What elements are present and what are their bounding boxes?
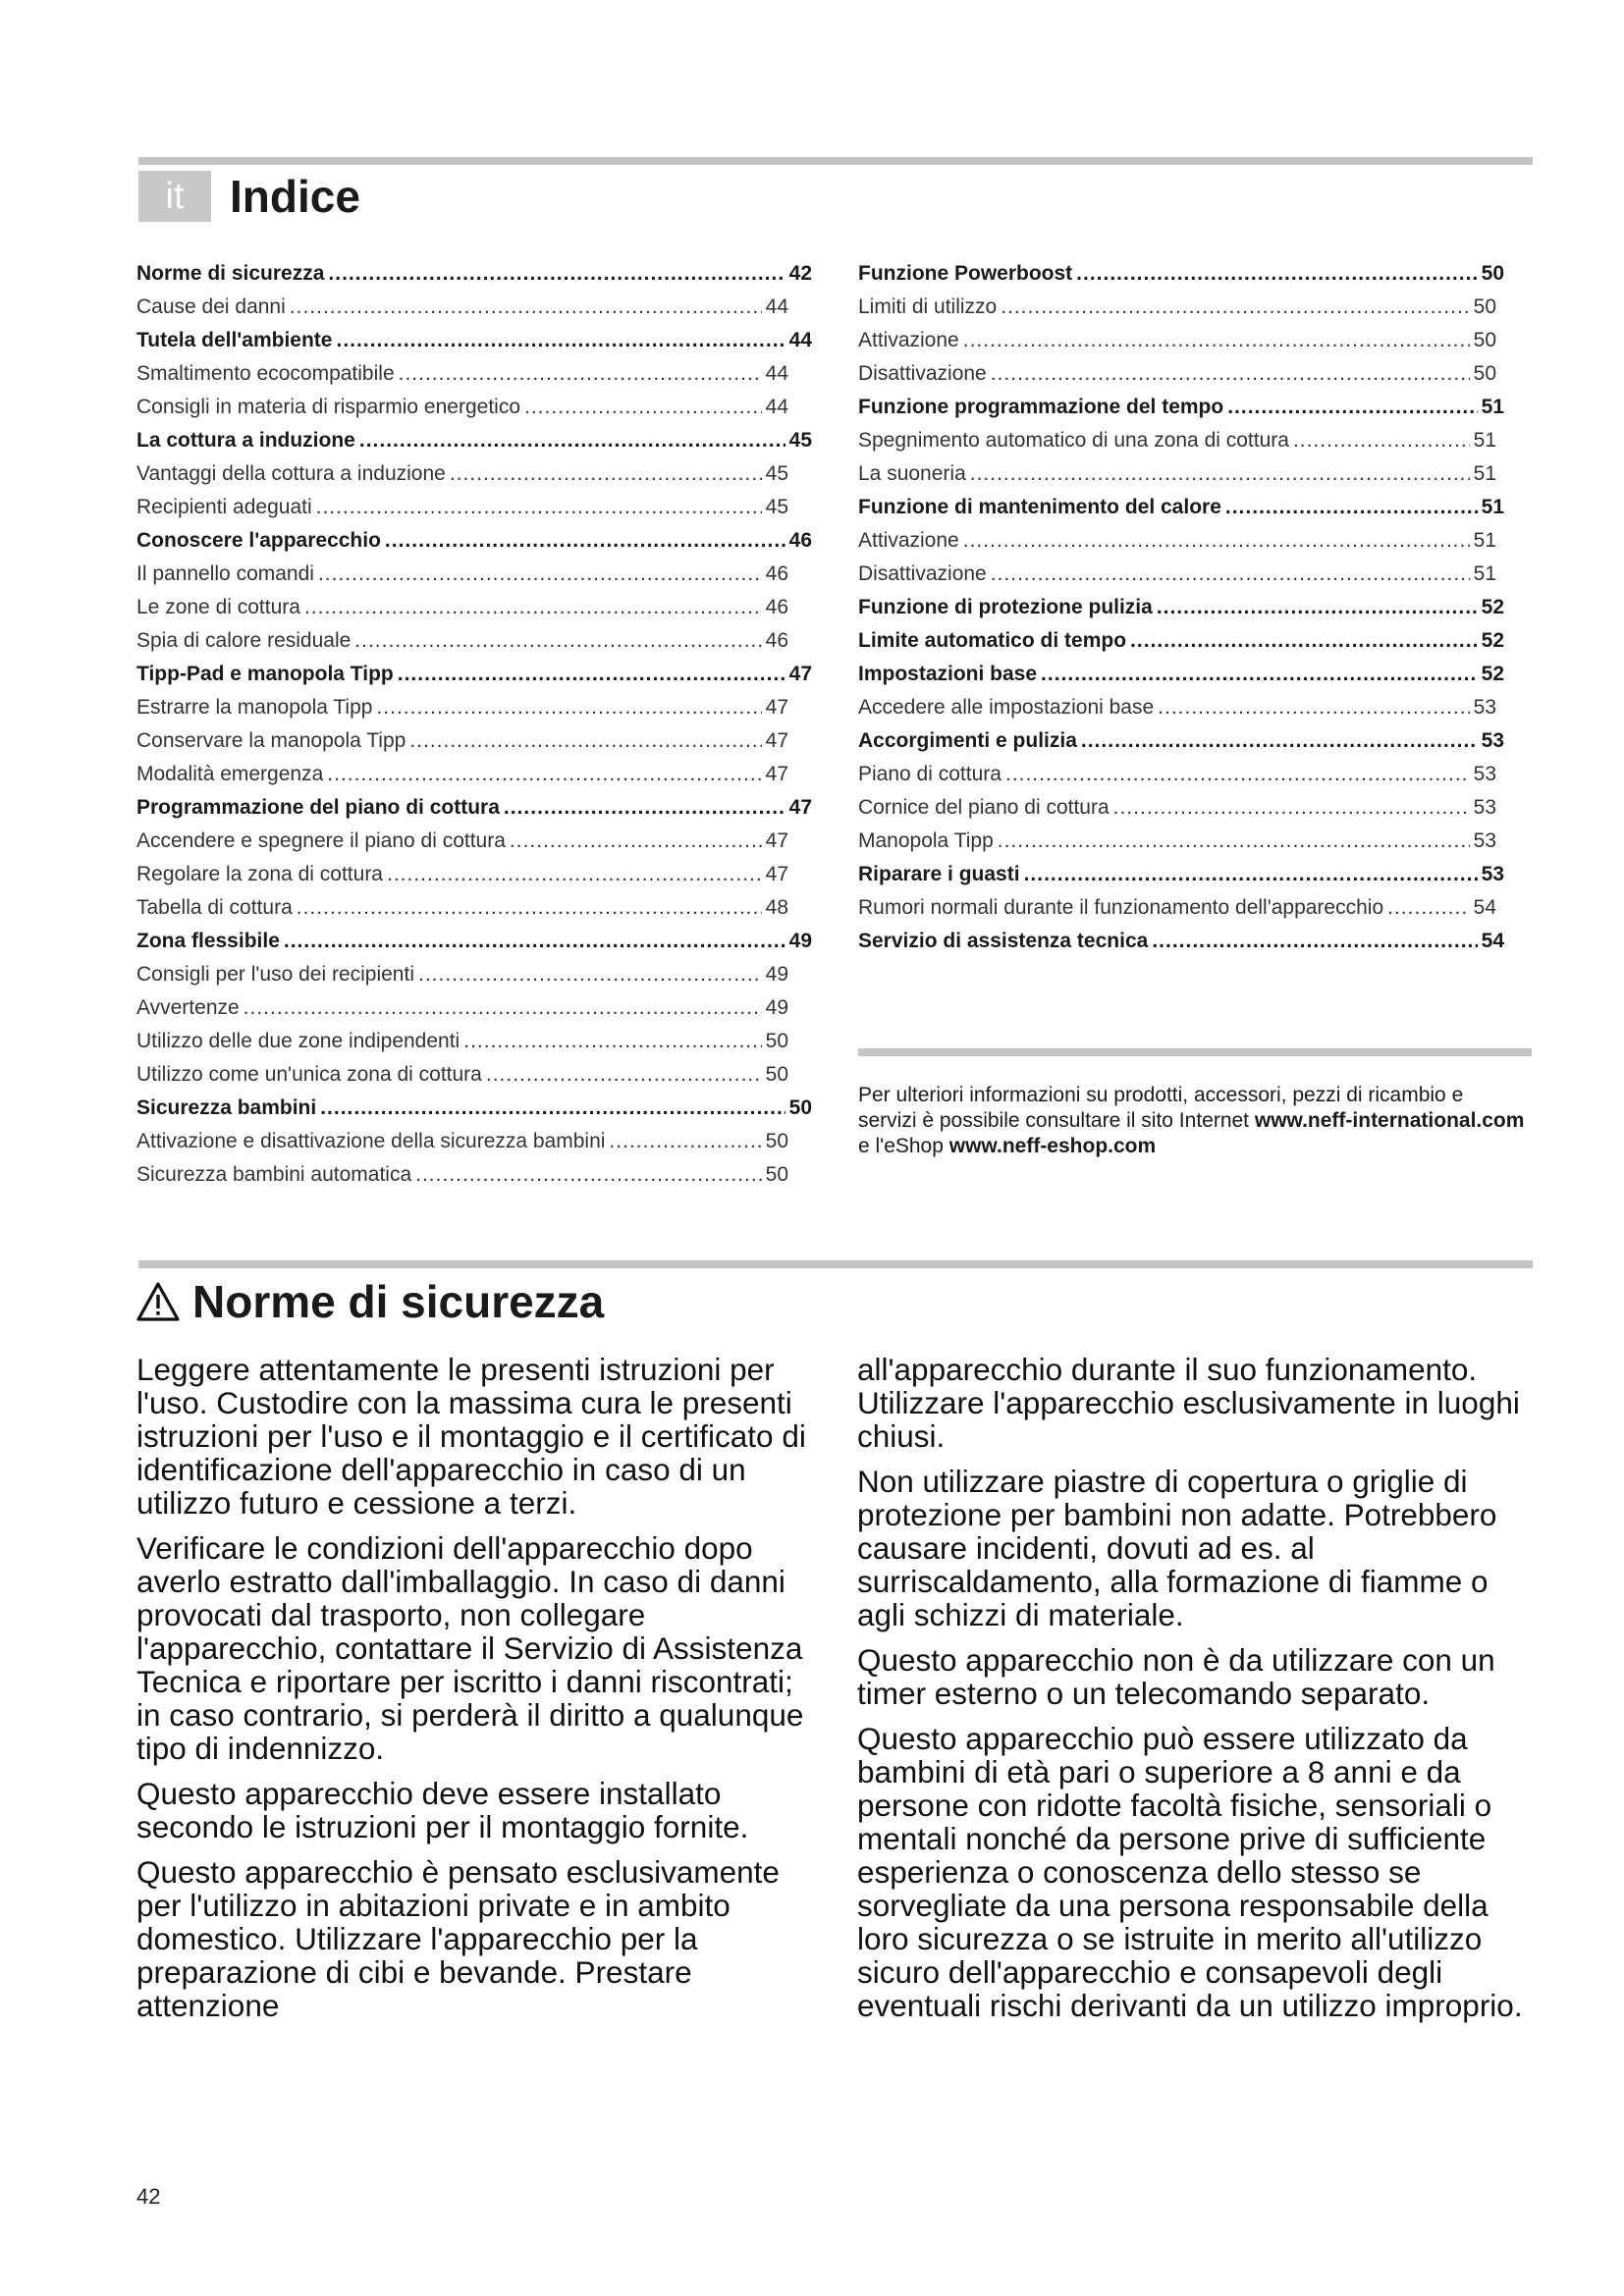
section-heading <box>135 1272 604 1331</box>
toc-entry-page: 50 <box>1473 362 1496 385</box>
toc-entry-label: Spia di calore residuale <box>136 629 352 652</box>
toc-entry[interactable] <box>136 491 812 524</box>
toc-entry[interactable] <box>136 324 812 357</box>
toc-entry[interactable] <box>136 357 812 391</box>
toc-entry-label: Impostazioni base <box>858 663 1038 685</box>
toc-entry-page: 44 <box>765 362 788 385</box>
toc-entry[interactable] <box>858 291 1543 324</box>
toc-entry-label: Funzione di protezione pulizia <box>858 596 1153 618</box>
info-top-rule <box>858 1048 1532 1056</box>
toc-leader-dots <box>409 724 761 758</box>
toc-entry-label: Piano di cottura <box>858 763 1001 785</box>
info-text: Per ulteriori informazioni su prodotti, accessori, pezzi di ricambio e servizi è possibile consultare il sito Internet <box>858 1084 1464 1132</box>
toc-leader-dots <box>318 558 762 591</box>
toc-entry-label: Consigli per l'uso dei recipienti <box>136 963 414 986</box>
toc-entry[interactable] <box>136 658 812 691</box>
toc-entry[interactable] <box>858 925 1543 958</box>
safety-paragraph: all'apparecchio durante il suo funzionamento. Utilizzare l'apparecchio esclusivamente in luoghi chiusi. <box>857 1352 1520 1454</box>
toc-leader-dots <box>328 257 785 291</box>
toc-entry[interactable] <box>136 1125 812 1158</box>
toc-entry[interactable] <box>136 1025 812 1058</box>
toc-entry-label: Funzione programmazione del tempo <box>858 396 1224 418</box>
toc-entry-page: 53 <box>1481 863 1504 885</box>
toc-entry[interactable] <box>858 791 1543 825</box>
toc-entry-label: Utilizzo come un'unica zona di cottura <box>136 1063 482 1086</box>
toc-leader-dots <box>1001 291 1469 324</box>
toc-entry-page: 46 <box>765 596 788 618</box>
toc-entry-page: 46 <box>788 529 812 552</box>
toc-leader-dots <box>398 658 785 691</box>
toc-entry-label: Limite automatico di tempo <box>858 629 1127 652</box>
info-note <box>858 1083 1526 1159</box>
toc-entry-label: Conservare la manopola Tipp <box>136 729 406 752</box>
toc-entry[interactable] <box>136 1092 812 1125</box>
toc-entry[interactable] <box>858 357 1543 391</box>
toc-entry[interactable] <box>858 257 1543 291</box>
toc-entry-label: Il pannello comandi <box>136 562 314 585</box>
toc-entry-page: 50 <box>765 1063 788 1086</box>
toc-entry-page: 44 <box>765 396 788 418</box>
toc-entry[interactable] <box>136 424 812 457</box>
toc-entry[interactable] <box>858 724 1543 758</box>
toc-entry[interactable] <box>858 624 1543 658</box>
toc-entry[interactable] <box>136 891 812 925</box>
toc-entry[interactable] <box>858 825 1543 858</box>
toc-entry-page: 53 <box>1481 729 1504 752</box>
toc-entry[interactable] <box>858 558 1543 591</box>
toc-leader-dots <box>1081 724 1478 758</box>
toc-entry-label: Tabella di cottura <box>136 896 293 919</box>
safety-paragraph: Questo apparecchio è pensato esclusivamente per l'utilizzo in abitazioni private e in ambito domestico. Utilizzare l'apparecchio per la preparazione di cibi e bevande. Prestare attenzione <box>136 1854 780 2023</box>
toc-leader-dots <box>336 324 785 357</box>
toc-entry-label: Modalità emergenza <box>136 763 324 785</box>
toc-entry-label: Funzione di mantenimento del calore <box>858 496 1221 518</box>
safety-paragraph: Questo apparecchio deve essere installato secondo le istruzioni per il montaggio fornite. <box>136 1776 749 1844</box>
toc-entry[interactable] <box>136 991 812 1025</box>
toc-entry-label: La suoneria <box>858 462 966 485</box>
toc-right-column <box>858 257 1543 958</box>
toc-entry-page: 50 <box>765 1163 788 1186</box>
toc-entry-page: 47 <box>765 729 788 752</box>
toc-entry-page: 50 <box>765 1030 788 1052</box>
toc-entry-page: 49 <box>765 963 788 986</box>
toc-entry-label: Conoscere l'apparecchio <box>136 529 381 552</box>
toc-leader-dots <box>1130 624 1478 658</box>
toc-entry-label: Accendere e spegnere il piano di cottura <box>136 829 506 852</box>
safety-paragraph: Verificare le condizioni dell'apparecchio dopo averlo estratto dall'imballaggio. In caso di danni provocati dal trasporto, non collegare l'apparecchio, contattare il Servizio di Assistenza Tecnica e riportare per iscritto i danni riscontrati; in caso contrario, si perderà il diritto a qualunque tipo di indennizzo. <box>136 1530 804 1766</box>
toc-entry-page: 53 <box>1473 796 1496 819</box>
toc-entry-page: 44 <box>788 329 812 351</box>
toc-entry-label: Riparare i guasti <box>858 863 1020 885</box>
toc-entry[interactable] <box>136 558 812 591</box>
toc-entry[interactable] <box>136 758 812 791</box>
toc-leader-dots <box>284 925 785 958</box>
toc-entry-label: Funzione Powerboost <box>858 262 1073 285</box>
toc-entry-page: 54 <box>1481 930 1504 952</box>
toc-leader-dots <box>1227 391 1477 424</box>
toc-entry-label: Spegnimento automatico di una zona di cottura <box>858 429 1289 452</box>
safety-left-column <box>136 1353 814 2034</box>
toc-leader-dots <box>415 1158 762 1192</box>
toc-leader-dots <box>963 324 1470 357</box>
toc-entry-page: 49 <box>788 930 812 952</box>
toc-entry-label: Tutela dell'ambiente <box>136 329 333 351</box>
toc-entry[interactable] <box>858 524 1543 558</box>
toc-left-column <box>136 257 812 1192</box>
toc-entry-label: Smaltimento ecocompatibile <box>136 362 395 385</box>
toc-entry-page: 47 <box>788 796 812 819</box>
toc-entry-label: Recipienti adeguati <box>136 496 312 518</box>
toc-leader-dots <box>970 457 1470 491</box>
toc-entry[interactable] <box>858 491 1543 524</box>
toc-entry[interactable] <box>858 324 1543 357</box>
toc-entry[interactable] <box>136 624 812 658</box>
toc-entry-page: 45 <box>765 496 788 518</box>
toc-entry-label: Sicurezza bambini automatica <box>136 1163 412 1186</box>
toc-entry-page: 44 <box>765 295 788 318</box>
toc-entry-label: Avvertenze <box>136 996 240 1019</box>
toc-entry-label: Sicurezza bambini <box>136 1096 317 1119</box>
toc-leader-dots <box>450 457 762 491</box>
toc-entry-page: 50 <box>1473 329 1496 351</box>
toc-entry-label: Rumori normali durante il funzionamento dell'apparecchio <box>858 896 1384 919</box>
toc-leader-dots <box>463 1025 761 1058</box>
toc-entry-page: 53 <box>1473 763 1496 785</box>
toc-entry[interactable] <box>858 457 1543 491</box>
toc-entry-page: 42 <box>788 262 812 285</box>
toc-entry-label: Le zone di cottura <box>136 596 300 618</box>
toc-entry-label: Manopola Tipp <box>858 829 994 852</box>
toc-entry-label: Consigli in materia di risparmio energetico <box>136 396 521 418</box>
toc-entry-page: 54 <box>1473 896 1496 919</box>
toc-leader-dots <box>510 825 762 858</box>
toc-entry[interactable] <box>858 858 1543 891</box>
toc-entry-page: 51 <box>1473 429 1496 452</box>
toc-leader-dots <box>399 357 762 391</box>
toc-leader-dots <box>991 357 1470 391</box>
toc-entry[interactable] <box>858 758 1543 791</box>
toc-leader-dots <box>1225 491 1478 524</box>
toc-leader-dots <box>1157 591 1478 624</box>
info-connector: e l'eShop <box>858 1135 944 1157</box>
toc-entry-page: 48 <box>765 896 788 919</box>
section-top-rule <box>138 1260 1533 1268</box>
toc-entry-page: 51 <box>1473 462 1496 485</box>
toc-entry[interactable] <box>136 457 812 491</box>
toc-leader-dots <box>297 891 762 925</box>
toc-entry[interactable] <box>136 524 812 558</box>
toc-entry-page: 51 <box>1481 396 1504 418</box>
toc-entry-page: 52 <box>1481 596 1504 618</box>
toc-leader-dots <box>998 825 1470 858</box>
toc-entry[interactable] <box>858 591 1543 624</box>
toc-leader-dots <box>316 491 762 524</box>
toc-entry-label: Regolare la zona di cottura <box>136 863 383 885</box>
toc-leader-dots <box>1041 658 1478 691</box>
toc-entry[interactable] <box>858 391 1543 424</box>
toc-entry[interactable] <box>136 391 812 424</box>
toc-entry-page: 47 <box>765 829 788 852</box>
toc-entry-label: Programmazione del piano di cottura <box>136 796 500 819</box>
toc-entry-page: 46 <box>765 562 788 585</box>
toc-entry[interactable] <box>858 424 1543 457</box>
toc-entry-label: Vantaggi della cottura a induzione <box>136 462 446 485</box>
toc-leader-dots <box>963 524 1470 558</box>
toc-entry[interactable] <box>136 791 812 825</box>
website-link[interactable]: www.neff-international.com <box>1254 1109 1525 1132</box>
toc-leader-dots <box>1076 257 1477 291</box>
toc-entry-page: 50 <box>1473 295 1496 318</box>
toc-leader-dots <box>327 758 761 791</box>
toc-entry-page: 47 <box>788 663 812 685</box>
toc-entry[interactable] <box>858 691 1543 724</box>
toc-leader-dots <box>1158 691 1469 724</box>
warning-triangle-icon <box>135 1281 181 1322</box>
toc-entry-label: Limiti di utilizzo <box>858 295 998 318</box>
toc-entry-label: Accedere alle impostazioni base <box>858 696 1155 719</box>
toc-entry[interactable] <box>136 257 812 291</box>
toc-leader-dots <box>320 1092 785 1125</box>
toc-leader-dots <box>524 391 762 424</box>
toc-entry-label: Zona flessibile <box>136 930 280 952</box>
toc-entry[interactable] <box>136 691 812 724</box>
toc-entry-page: 51 <box>1473 562 1496 585</box>
toc-entry[interactable] <box>136 858 812 891</box>
toc-leader-dots <box>244 991 762 1025</box>
toc-leader-dots <box>1005 758 1470 791</box>
toc-entry-page: 53 <box>1473 829 1496 852</box>
toc-entry-page: 47 <box>765 696 788 719</box>
toc-leader-dots <box>290 291 762 324</box>
toc-leader-dots <box>486 1058 762 1092</box>
toc-entry-label: Cornice del piano di cottura <box>858 796 1110 819</box>
toc-entry-label: Norme di sicurezza <box>136 262 325 285</box>
toc-entry-page: 52 <box>1481 629 1504 652</box>
toc-leader-dots <box>359 424 785 457</box>
index-top-rule <box>138 157 1533 165</box>
toc-leader-dots <box>304 591 762 624</box>
toc-entry-label: Disattivazione <box>858 362 987 385</box>
toc-entry-page: 50 <box>788 1096 812 1119</box>
safety-paragraph: Non utilizzare piastre di copertura o griglie di protezione per bambini non adatte. Potrebbero causare incidenti, dovuti ad es. al surriscaldamento, alla formazione di fiamme o agli schizzi di materiale. <box>857 1464 1497 1632</box>
safety-paragraph: Questo apparecchio non è da utilizzare con un timer esterno o un telecomando separato. <box>857 1642 1495 1711</box>
safety-paragraph: Questo apparecchio può essere utilizzato da bambini di età pari o superiore a 8 anni e da persone con ridotte facoltà fisiche, sensoriali o mentali nonché da persone prive di sufficiente esperienza o conoscenza dello stesso se sorvegliate da una persona responsabile della loro sicurezza o se istruite in merito all'utilizzo sicuro dell'apparecchio e consapevoli degli eventuali rischi derivanti da un utilizzo improprio. <box>857 1721 1523 2023</box>
toc-entry-label: Utilizzo delle due zone indipendenti <box>136 1030 460 1052</box>
toc-entry[interactable] <box>858 658 1543 691</box>
toc-entry[interactable] <box>136 1158 812 1192</box>
toc-entry-page: 46 <box>765 629 788 652</box>
toc-leader-dots <box>387 858 762 891</box>
toc-entry[interactable] <box>136 825 812 858</box>
toc-leader-dots <box>418 958 762 991</box>
toc-leader-dots <box>1387 891 1470 925</box>
toc-leader-dots <box>1152 925 1477 958</box>
toc-entry-page: 47 <box>765 863 788 885</box>
toc-leader-dots <box>1113 791 1470 825</box>
page-number: 42 <box>136 2184 161 2209</box>
eshop-link[interactable]: www.neff-eshop.com <box>948 1135 1157 1157</box>
toc-leader-dots <box>385 524 785 558</box>
toc-entry[interactable] <box>136 958 812 991</box>
toc-entry[interactable] <box>136 925 812 958</box>
toc-leader-dots <box>354 624 761 658</box>
section-title: Norme di sicurezza <box>192 1276 605 1327</box>
toc-entry-page: 52 <box>1481 663 1504 685</box>
toc-entry-page: 51 <box>1473 529 1496 552</box>
toc-entry-page: 47 <box>765 763 788 785</box>
toc-entry[interactable] <box>858 891 1543 925</box>
toc-entry-label: Attivazione e disattivazione della sicurezza bambini <box>136 1130 606 1152</box>
toc-entry-page: 45 <box>788 429 812 452</box>
toc-entry-label: Attivazione <box>858 329 959 351</box>
toc-entry-page: 50 <box>1481 262 1504 285</box>
toc-entry-page: 50 <box>765 1130 788 1152</box>
toc-entry-page: 45 <box>765 462 788 485</box>
toc-entry-label: La cottura a induzione <box>136 429 355 452</box>
toc-entry-page: 53 <box>1473 696 1496 719</box>
toc-leader-dots <box>609 1125 761 1158</box>
index-title: Indice <box>230 171 360 222</box>
toc-entry[interactable] <box>136 724 812 758</box>
toc-entry[interactable] <box>136 1058 812 1092</box>
toc-entry-label: Attivazione <box>858 529 959 552</box>
toc-entry-page: 51 <box>1481 496 1504 518</box>
safety-right-column <box>857 1353 1535 2034</box>
toc-entry[interactable] <box>136 591 812 624</box>
toc-entry-label: Disattivazione <box>858 562 987 585</box>
toc-leader-dots <box>991 558 1470 591</box>
toc-leader-dots <box>504 791 785 825</box>
toc-entry[interactable] <box>136 291 812 324</box>
toc-entry-label: Estrarre la manopola Tipp <box>136 696 373 719</box>
toc-entry-page: 49 <box>765 996 788 1019</box>
toc-leader-dots <box>376 691 761 724</box>
toc-leader-dots <box>1024 858 1478 891</box>
toc-entry-label: Tipp-Pad e manopola Tipp <box>136 663 394 685</box>
toc-entry-label: Servizio di assistenza tecnica <box>858 930 1149 952</box>
toc-leader-dots <box>1293 424 1470 457</box>
toc-entry-label: Accorgimenti e pulizia <box>858 729 1077 752</box>
toc-entry-label: Cause dei danni <box>136 295 286 318</box>
language-code-badge: it <box>138 171 211 222</box>
safety-paragraph: Leggere attentamente le presenti istruzioni per l'uso. Custodire con la massima cura le presenti istruzioni per l'uso e il montaggio e il certificato di identificazione dell'apparecchio in caso di un utilizzo futuro e cessione a terzi. <box>136 1352 806 1521</box>
